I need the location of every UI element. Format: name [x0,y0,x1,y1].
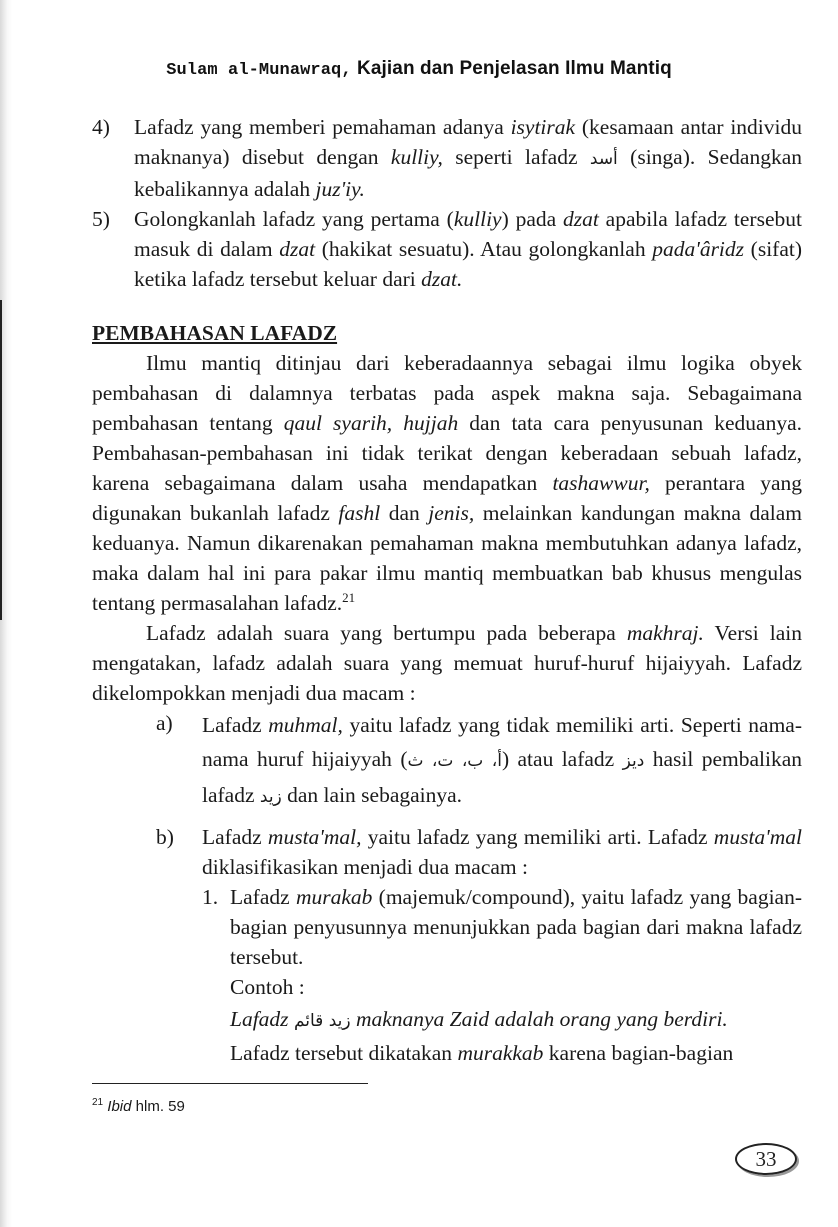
sub-item-text: Lafadz musta'mal, yaitu lafadz yang memiliki arti. Lafadz musta'mal diklasifikasikan menjadi dua macam : [202,825,803,879]
arabic-term: أسد [589,149,618,169]
sub-item-number: 1. [202,885,219,909]
footnote-text: hlm. 59 [131,1098,185,1115]
sub-item-a [92,708,802,814]
footnote-ibid: Ibid [107,1098,132,1115]
arabic-example: زيد قائم [293,1011,351,1031]
running-header-mono: Sulam al-Munawraq, [166,61,352,80]
list-item-4 [92,112,802,204]
paragraph: Ilmu mantiq ditinjau dari keberadaannya sebagai ilmu logika obyek pembahasan di dalamnya terbatas pada aspek makna saja. Sebagaimana pembahasan tentang qaul syarih, hujjah dan tata cara penyusunan keduanya. Pembahasan-pembahasan ini tidak terikat dengan keberadaan sebuah lafadz, karena sebagaimana dalam usaha mendapatkan tashawwur, perantara yang digunakan bukanlah lafadz fashl dan jenis, melainkan kandungan makna dalam keduanya. Namun dikarenakan pemahaman makna membutuhkan adanya lafadz, maka dalam hal ini para pakar ilmu mantiq membuatkan bab khusus mengulas tentang permasalahan lafadz.$^{21}$ [92,351,802,615]
list-item-text: Golongkanlah lafadz yang pertama (kulliy) pada dzat apabila lafadz tersebut masuk di dalam dzat (hakikat sesuatu). Atau golongkanlah pada'âridz (sifat) ketika lafadz tersebut keluar dari dzat. [134,207,802,291]
example-label: Contoh : [230,975,305,999]
running-header-title: Kajian dan Penjelasan Ilmu Mantiq [357,58,672,79]
list-number: 4) [92,115,110,139]
arabic-letters: أ، ب، ت، ث [407,751,502,771]
sub-item-b [92,822,802,882]
footnote [92,1098,185,1115]
sub-item-label: b) [156,825,174,849]
sub-item-b1 [92,882,802,1068]
example-line: Lafadz زيد قائم maknanya Zaid adalah orang yang berdiri. [230,1007,728,1031]
running-header [0,58,838,80]
sub-item-text: Lafadz murakab (majemuk/compound), yaitu lafadz yang bagian-bagian penyusunnya menunjukkan pada bagian dari makna lafadz tersebut. [230,885,802,969]
scan-edge-mark [0,300,2,620]
list-number: 5) [92,207,110,231]
arabic-term: ديز [622,751,645,771]
paragraph: Lafadz adalah suara yang bertumpu pada beberapa makhraj. Versi lain mengatakan, lafadz adalah suara yang memuat huruf-huruf hijaiyyah. Lafadz dikelompokkan menjadi dua macam : [92,621,802,705]
footnote-divider [92,1083,368,1084]
footnote-reference: 21 [342,589,356,605]
page-body [92,112,802,1068]
list-item-text: Lafadz yang memberi pemahaman adanya isytirak (kesamaan antar individu maknanya) disebut dengan kulliy, seperti lafadz أسد (singa). Sedangkan kebalikannya adalah juz'iy. [134,115,803,201]
arabic-term: زيد [259,787,282,807]
section-heading: PEMBAHASAN LAFADZ [92,321,338,345]
sub-item-label: a) [156,711,173,735]
page-number: 33 [735,1143,797,1175]
list-item-5 [92,204,802,294]
footnote-number: 21 [92,1097,104,1108]
continuation-line: Lafadz tersebut dikatakan murakkab karena bagian-bagian [230,1041,734,1065]
sub-item-text: Lafadz muhmal, yaitu lafadz yang tidak memiliki arti. Seperti nama-nama huruf hijaiyyah (أ، ب، ت، ث) atau lafadz ديز hasil pembalikan lafadz زيد dan lain sebagainya. [202,713,803,807]
